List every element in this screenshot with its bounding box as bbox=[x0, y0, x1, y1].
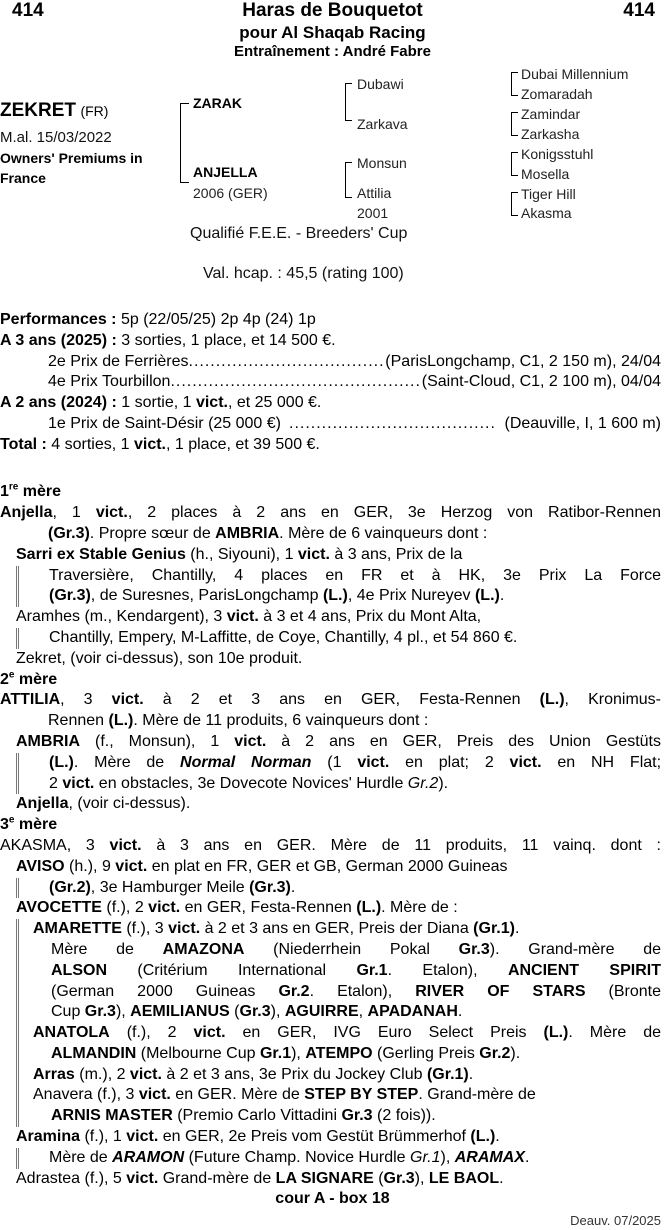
text-run: Gr.2 bbox=[278, 982, 310, 1000]
dam-paragraph-line bbox=[0, 524, 661, 545]
text-run: vict. bbox=[126, 1128, 159, 1146]
text-run: , bbox=[358, 1003, 368, 1021]
text-run: ALMANDIN bbox=[51, 1044, 137, 1062]
text-run: en GER, 2e Preis vom Gestüt Brümmerhof bbox=[158, 1128, 471, 1146]
text-run: . Mère de bbox=[568, 1024, 661, 1042]
text-run: RIVER OF STARS bbox=[415, 982, 586, 1000]
handicap-line: Val. hcap. : 45,5 (rating 100) bbox=[203, 265, 404, 282]
performances-line bbox=[0, 310, 661, 331]
text-run: ATEMPO bbox=[305, 1044, 373, 1062]
catalogue-stamp: Deauv. 07/2025 bbox=[570, 1213, 661, 1228]
race-info: (Saint-Cloud, C1, 2 100 m), 04/04 bbox=[421, 373, 661, 391]
produce-line bbox=[16, 1023, 661, 1044]
produce-line bbox=[33, 1106, 661, 1127]
text-run: ). bbox=[438, 774, 449, 792]
produce-line bbox=[0, 794, 661, 815]
produce-line bbox=[16, 774, 661, 795]
text-run: ( bbox=[373, 1169, 384, 1187]
section-heading-second-dam: 2e mère bbox=[0, 669, 58, 688]
text-run: ANATOLA bbox=[33, 1024, 110, 1042]
owner-line: pour Al Shaqab Racing bbox=[239, 23, 426, 42]
text-run: à 3 ans, Prix de la bbox=[329, 545, 463, 563]
pedigree-ss: Dubawi bbox=[357, 76, 404, 92]
text-run: . Grand-mère de bbox=[418, 1086, 536, 1104]
dam-paragraph-line bbox=[0, 711, 661, 732]
text-run: AMBRIA bbox=[215, 524, 280, 542]
dam-paragraph-line bbox=[0, 503, 661, 524]
total-label: Total : bbox=[0, 435, 47, 453]
text-run: Normal Norman bbox=[180, 753, 312, 771]
text-run: . Propre sœur de bbox=[89, 524, 216, 542]
produce-block bbox=[16, 940, 661, 1023]
text-run: Anjella bbox=[0, 504, 53, 522]
text-run: (Melbourne Cup bbox=[136, 1044, 260, 1062]
text-run: (h.), 9 bbox=[64, 857, 116, 875]
stable-location: cour A - box 18 bbox=[275, 1190, 390, 1207]
pedigree-sds: Zamindar bbox=[521, 106, 581, 122]
text-run: . Mère de : bbox=[381, 899, 458, 917]
race-row bbox=[0, 414, 661, 435]
produce-line bbox=[16, 628, 661, 649]
text-run: (L.) bbox=[543, 1024, 569, 1042]
text-run: vict. bbox=[129, 1065, 162, 1083]
text-run: Traversière, Chantilly, 4 places en FR et à HK, 3e Prix La Force bbox=[49, 566, 661, 584]
produce-line bbox=[16, 566, 661, 587]
text-run: à 2 et 3 ans, 3e Prix du Jockey Club bbox=[161, 1065, 427, 1083]
text-run: LA SIGNARE bbox=[275, 1169, 374, 1187]
qualification-line: Qualifié F.E.E. - Breeders' Cup bbox=[190, 225, 408, 242]
year2-value: 1 sortie, 1 bbox=[116, 394, 196, 412]
text-run: . Mère de bbox=[73, 753, 181, 771]
text-run: vict. bbox=[126, 1169, 159, 1187]
text-run: . bbox=[495, 1128, 500, 1146]
text-run: . bbox=[499, 587, 505, 605]
text-run: Grand-mère de bbox=[158, 1169, 276, 1187]
produce-line bbox=[33, 1044, 661, 1065]
text-run: vict. bbox=[109, 836, 142, 854]
text-run: (L.) bbox=[470, 1128, 496, 1146]
text-run: , 3e Hamburger Meile bbox=[90, 878, 250, 896]
produce-block bbox=[16, 1044, 661, 1065]
total-value-end: , 1 place, et 39 500 €. bbox=[165, 435, 320, 453]
text-run: (Gr.3) bbox=[48, 524, 90, 542]
dot-leader bbox=[189, 352, 386, 373]
text-run: vict. bbox=[148, 899, 181, 917]
pedigree-sdd: Zarkasha bbox=[521, 126, 580, 142]
pedigree-bracket-ss bbox=[511, 72, 518, 96]
text-run: à 2 et 3 ans en GER, Festa-Rennen bbox=[143, 691, 540, 709]
text-run: AEMILIANUS bbox=[130, 1003, 230, 1021]
text-run: ALSON bbox=[51, 961, 107, 979]
total-value: 4 sorties, 1 bbox=[46, 435, 134, 453]
text-run: Gr.3 bbox=[341, 1107, 373, 1125]
text-run: Gr.1 bbox=[356, 961, 388, 979]
text-run: ARAMAX bbox=[454, 1148, 525, 1166]
text-run: ANCIENT SPIRIT bbox=[507, 961, 661, 979]
text-run: (f.), 2 bbox=[109, 1024, 194, 1042]
text-run: Adrastea (f.), 5 bbox=[16, 1169, 127, 1187]
text-run: APADANAH bbox=[367, 1003, 458, 1021]
text-run: (L.) bbox=[474, 587, 500, 605]
produce-line bbox=[16, 753, 661, 774]
text-run: Sarri ex Stable Genius bbox=[16, 545, 186, 563]
text-run: (2 fois)). bbox=[372, 1107, 436, 1125]
pedigree-bracket-sire bbox=[345, 83, 352, 121]
pedigree-dss: Konigsstuhl bbox=[521, 146, 594, 162]
year3-value: 3 sorties, 1 place, et 14 500 €. bbox=[116, 331, 336, 349]
text-run: (Gerling Preis bbox=[372, 1044, 480, 1062]
lot-number-right: 414 bbox=[623, 0, 655, 21]
premium-line-1: Owners' Premiums in bbox=[0, 150, 143, 166]
text-run: ), bbox=[440, 1148, 455, 1166]
text-run: vict. bbox=[509, 753, 542, 771]
pedigree-dd: Attilia bbox=[357, 185, 392, 201]
race-name: 1e Prix de Saint-Désir (25 000 €) bbox=[48, 414, 281, 432]
year2-vict: vict. bbox=[195, 394, 228, 412]
text-run: AMAZONA bbox=[162, 940, 245, 958]
text-run: ARAMON bbox=[112, 1148, 185, 1166]
text-run: Mère de bbox=[49, 1148, 113, 1166]
text-run: vict. bbox=[234, 732, 267, 750]
dam-paragraph-line bbox=[0, 836, 661, 857]
text-run: Anjella bbox=[16, 795, 69, 813]
text-run: ), bbox=[414, 1169, 429, 1187]
year2-label: A 2 ans (2024) : bbox=[0, 394, 117, 412]
dot-leader bbox=[170, 372, 421, 393]
text-run: ATTILIA bbox=[0, 691, 61, 709]
text-run: . Mère de 11 produits, 6 vainqueurs dont : bbox=[133, 712, 429, 730]
text-run: (f.), 1 bbox=[80, 1128, 127, 1146]
produce-line bbox=[0, 1169, 661, 1190]
text-run: (Bronte bbox=[585, 982, 661, 1000]
produce-line bbox=[33, 961, 661, 982]
section-heading-third-dam: 3e mère bbox=[0, 814, 58, 834]
race-info: (ParisLongchamp, C1, 2 150 m), 24/04 bbox=[385, 352, 661, 370]
text-run: en plat en FR, GER et GB, German 2000 Guineas bbox=[147, 857, 508, 875]
text-run: Aramhes (m., Kendargent), 3 bbox=[16, 608, 227, 626]
pedigree-ddd: Akasma bbox=[521, 205, 572, 221]
text-run: Arras bbox=[33, 1065, 75, 1083]
text-run: Anavera (f.), 3 bbox=[33, 1086, 139, 1104]
text-run: 2 bbox=[49, 774, 63, 792]
text-run: à 2 et 3 ans en GER, Preis der Diana bbox=[200, 920, 474, 938]
dot-leader bbox=[289, 414, 496, 435]
text-run: LE BAOL bbox=[428, 1169, 500, 1187]
produce-block bbox=[16, 1106, 661, 1127]
pedigree-dsd: Mosella bbox=[521, 166, 570, 182]
text-run: , 3 bbox=[60, 691, 112, 709]
produce-line bbox=[0, 898, 661, 919]
record-body bbox=[0, 310, 661, 1189]
text-run: Gr.3 bbox=[84, 1003, 116, 1021]
text-run: (Critérium International bbox=[107, 961, 357, 979]
produce-line bbox=[16, 586, 661, 607]
performances-value: 5p (22/05/25) 2p 4p (24) 1p bbox=[116, 311, 316, 328]
pedigree-ds: Monsun bbox=[357, 155, 407, 171]
pedigree-sire: ZARAK bbox=[193, 95, 242, 111]
performances-label: Performances : bbox=[0, 311, 117, 328]
text-run: Zekret, (voir ci-dessus), son 10e produit. bbox=[16, 649, 303, 667]
text-run: . Etalon), bbox=[387, 961, 508, 979]
text-run: en GER, Festa-Rennen bbox=[180, 899, 357, 917]
text-run: Rennen bbox=[48, 712, 109, 730]
text-run: (Gr.2) bbox=[49, 878, 91, 896]
text-run: . bbox=[524, 1148, 530, 1166]
produce-line bbox=[16, 878, 661, 899]
text-run: Gr.1 bbox=[410, 1148, 441, 1166]
text-run: ). Grand-mère de bbox=[489, 940, 661, 958]
text-run: (L.) bbox=[108, 712, 134, 730]
text-run: AMBRIA bbox=[16, 732, 80, 750]
text-run: vict. bbox=[62, 774, 95, 792]
text-run: en NH Flat; bbox=[541, 753, 662, 771]
year3-label: A 3 ans (2025) : bbox=[0, 331, 117, 349]
race-name: 4e Prix Tourbillon bbox=[48, 373, 171, 391]
trainer-line: Entraînement : André Fabre bbox=[234, 43, 431, 60]
horse-identity bbox=[0, 100, 108, 122]
text-run: (m.), 2 bbox=[74, 1065, 130, 1083]
produce-line bbox=[16, 1065, 661, 1086]
text-run: vict. bbox=[193, 1024, 226, 1042]
section-heading-first-dam: 1re mère bbox=[0, 482, 62, 501]
text-run: vict. bbox=[115, 857, 148, 875]
text-run: (L.) bbox=[322, 587, 348, 605]
text-run: , 1 bbox=[52, 504, 96, 522]
pedigree-dd-year: 2001 bbox=[357, 205, 389, 221]
horse-details: M.al. 15/03/2022 bbox=[0, 129, 112, 146]
produce-line bbox=[16, 1085, 661, 1106]
lot-number-left: 414 bbox=[12, 0, 44, 21]
text-run: ), bbox=[270, 1003, 285, 1021]
text-run: vict. bbox=[226, 608, 259, 626]
text-run: (German 2000 Guineas bbox=[51, 982, 279, 1000]
total-line bbox=[0, 435, 661, 456]
pedigree-dam: ANJELLA bbox=[193, 164, 258, 180]
text-run: ), bbox=[291, 1044, 306, 1062]
text-run: AGUIRRE bbox=[284, 1003, 359, 1021]
text-run: à 3 ans en GER. Mère de 11 produits, 11 vainq. dont : bbox=[141, 836, 661, 854]
text-run: Cup bbox=[51, 1003, 85, 1021]
text-run: Gr.2 bbox=[407, 774, 439, 792]
pedigree-dds: Tiger Hill bbox=[521, 186, 576, 202]
text-run: en GER. Mère de bbox=[170, 1086, 305, 1104]
dam-paragraph-line bbox=[0, 690, 661, 711]
text-run: ). bbox=[510, 1044, 521, 1062]
text-run: (Gr.1) bbox=[473, 920, 515, 938]
text-run: (h., Siyouni), 1 bbox=[185, 545, 298, 563]
text-run: . bbox=[290, 878, 296, 896]
text-run: Gr.3 bbox=[383, 1169, 415, 1187]
horse-name: ZEKRET bbox=[0, 100, 76, 121]
breeder-name: Haras de Bouquetot bbox=[242, 0, 423, 21]
text-run: (Premio Carlo Vittadini bbox=[172, 1107, 342, 1125]
text-run: (1 bbox=[311, 753, 358, 771]
text-run: Mère de bbox=[51, 940, 163, 958]
text-run: . Mère de 6 vainqueurs dont : bbox=[279, 524, 488, 542]
text-run: Gr.3 bbox=[458, 940, 490, 958]
pedigree-dam-info: 2006 (GER) bbox=[193, 185, 268, 201]
text-run: à 3 et 4 ans, Prix du Mont Alta, bbox=[258, 608, 482, 626]
text-run: vict. bbox=[95, 504, 128, 522]
text-run: (f.), 3 bbox=[121, 920, 169, 938]
produce-line bbox=[33, 982, 661, 1003]
text-run: . bbox=[514, 920, 520, 938]
produce-line bbox=[0, 857, 661, 878]
produce-line bbox=[33, 1002, 661, 1023]
text-run: , 2 places à 2 ans en GER, 3e Herzog von Ratibor-Rennen bbox=[127, 504, 662, 522]
total-vict: vict. bbox=[133, 435, 166, 453]
produce-line bbox=[0, 732, 661, 753]
year3-line bbox=[0, 331, 661, 352]
pedigree-bracket-sd bbox=[511, 112, 518, 136]
text-run: vict. bbox=[168, 920, 201, 938]
pedigree-bracket-main bbox=[180, 103, 189, 183]
text-run: (Gr.3) bbox=[49, 587, 91, 605]
text-run: (Future Champ. Novice Hurdle bbox=[184, 1148, 410, 1166]
text-run: (L.) bbox=[356, 899, 382, 917]
text-run: AVISO bbox=[16, 857, 65, 875]
text-run: (L.) bbox=[49, 753, 74, 771]
race-info: (Deauville, I, 1 600 m) bbox=[504, 414, 661, 432]
text-run: , 4e Prix Nureyev bbox=[347, 587, 475, 605]
text-run: . bbox=[468, 1065, 474, 1083]
text-run: , (voir ci-dessus). bbox=[68, 795, 191, 813]
text-run: , Kronimus- bbox=[564, 691, 661, 709]
pedigree-bracket-dd bbox=[511, 192, 518, 216]
text-run: . Etalon), bbox=[309, 982, 416, 1000]
pedigree-sd: Zarkava bbox=[357, 116, 408, 132]
text-run: (f.), 2 bbox=[101, 899, 149, 917]
text-run: (f., Monsun), 1 bbox=[80, 732, 235, 750]
text-run: . bbox=[499, 1169, 504, 1187]
pedigree-sss: Dubai Millennium bbox=[521, 66, 629, 82]
produce-line bbox=[0, 649, 661, 670]
text-run: Gr.2 bbox=[479, 1044, 511, 1062]
text-run: ( bbox=[229, 1003, 240, 1021]
year2-value-end: , et 25 000 €. bbox=[227, 394, 322, 412]
text-run: AKASMA, 3 bbox=[0, 836, 110, 854]
text-run: AVOCETTE bbox=[16, 899, 102, 917]
text-run: (Gr.3) bbox=[249, 878, 291, 896]
produce-line bbox=[0, 1127, 661, 1148]
text-run: vict. bbox=[138, 1086, 171, 1104]
text-run: Aramina bbox=[16, 1128, 81, 1146]
text-run: vict. bbox=[297, 545, 330, 563]
produce-line bbox=[33, 940, 661, 961]
text-run: (Niederrhein Pokal bbox=[244, 940, 459, 958]
text-run: en obstacles, 3e Dovecote Novices' Hurdle bbox=[94, 774, 408, 792]
produce-line bbox=[16, 919, 661, 940]
text-run: . bbox=[457, 1003, 463, 1021]
text-run: Gr.1 bbox=[259, 1044, 292, 1062]
text-run: (L.) bbox=[539, 691, 565, 709]
text-run: ARNIS MASTER bbox=[51, 1107, 173, 1125]
race-row bbox=[0, 352, 661, 373]
text-run: vict. bbox=[357, 753, 390, 771]
produce-line bbox=[0, 607, 661, 628]
text-run: (Gr.1) bbox=[426, 1065, 469, 1083]
race-row bbox=[0, 372, 661, 393]
year2-line bbox=[0, 393, 661, 414]
horse-country: (FR) bbox=[80, 103, 109, 119]
text-run: Chantilly, Empery, M-Laffitte, de Coye, Chantilly, 4 pl., et 54 860 €. bbox=[49, 628, 518, 646]
text-run: Gr.3 bbox=[239, 1003, 271, 1021]
pedigree-bracket-ds bbox=[511, 152, 518, 176]
text-run: , de Suresnes, ParisLongchamp bbox=[90, 587, 323, 605]
race-name: 2e Prix de Ferrières bbox=[48, 352, 189, 370]
text-run: ), bbox=[115, 1003, 131, 1021]
text-run: à 2 ans en GER, Preis des Union Gestüts bbox=[266, 732, 661, 750]
produce-line bbox=[0, 545, 661, 566]
text-run: en plat; 2 bbox=[389, 753, 510, 771]
text-run: AMARETTE bbox=[33, 920, 122, 938]
premium-line-2: France bbox=[0, 170, 46, 186]
pedigree-bracket-dam bbox=[345, 162, 352, 198]
text-run: STEP BY STEP bbox=[304, 1086, 419, 1104]
text-run: vict. bbox=[111, 691, 144, 709]
produce-line bbox=[16, 1148, 661, 1169]
text-run: en GER, IVG Euro Select Preis bbox=[225, 1024, 544, 1042]
pedigree-ssd: Zomaradah bbox=[521, 86, 593, 102]
